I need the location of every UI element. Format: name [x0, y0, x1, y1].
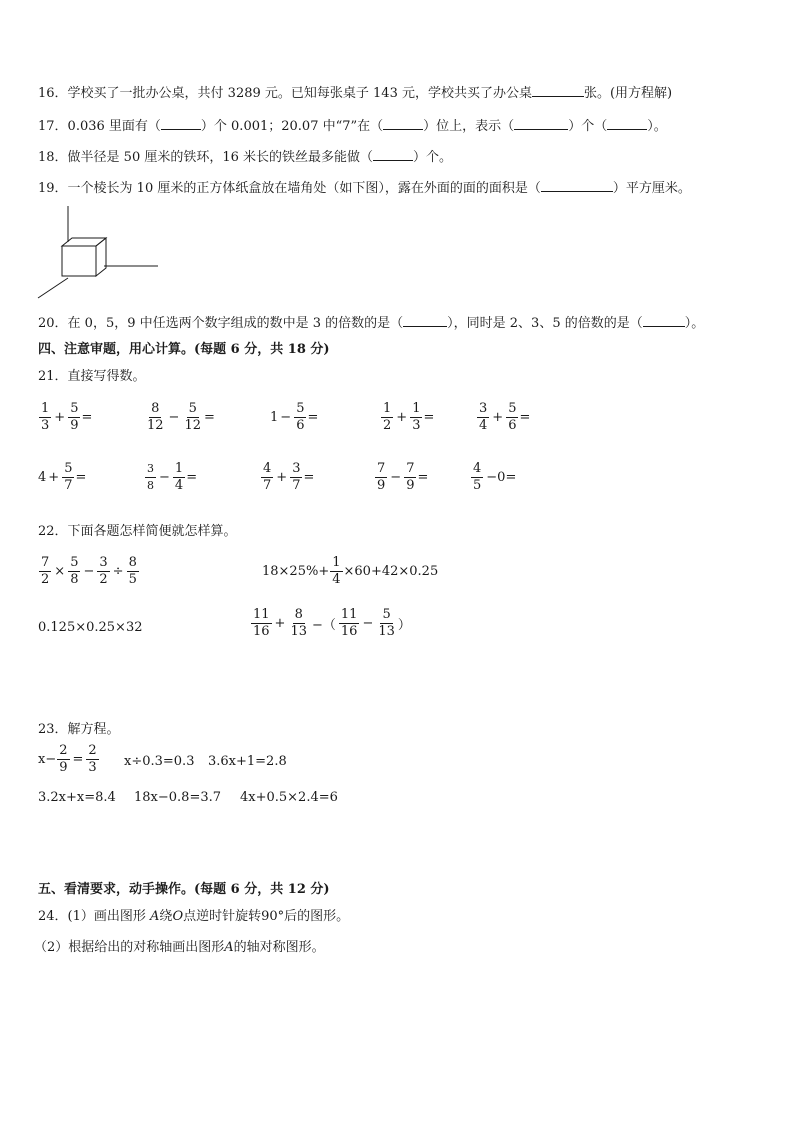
question-20	[38, 312, 704, 331]
floor-edge-diagonal	[38, 278, 68, 298]
q21-item-5: $\frac{3}{4}$ + $\frac{5}{6}$ =	[479, 401, 531, 433]
q17-text-e: ）。	[647, 119, 667, 134]
cube-corner-figure	[30, 200, 170, 304]
fraction: $\frac{8}{5}$	[128, 555, 137, 587]
section-5-title: 五、看清要求，动手操作。(每题 6 分，共 12 分)	[38, 882, 330, 897]
fraction: $\frac{7}{9}$	[406, 461, 415, 493]
q18-text-a: 18．做半径是 50 厘米的铁环，16 米长的铁丝最多能做（	[38, 150, 374, 165]
q23-equation-6: 4x+0.5×2.4=6	[240, 790, 338, 805]
q17-text-d: ）个（	[568, 119, 608, 134]
fraction: $\frac{5}{6}$	[508, 401, 517, 433]
question-16	[38, 82, 672, 101]
q19-blank[interactable]	[541, 179, 613, 192]
q22-title: 22．下面各题怎样简便就怎样算。	[38, 524, 237, 539]
fraction: $\frac{5}{6}$	[296, 401, 305, 433]
question-17	[38, 115, 667, 134]
q24-part-2: （2）根据给出的对称轴画出图形A的轴对称图形。	[34, 940, 325, 955]
q20-blank-2[interactable]	[643, 314, 685, 327]
question-18	[38, 146, 452, 165]
q17-blank-1[interactable]	[161, 117, 201, 130]
q23-equation-5: 18x−0.8=3.7	[134, 790, 222, 805]
q21-item-6: 4 + $\frac{5}{7}$ =	[38, 461, 87, 493]
q22-expr-4: $\frac{11}{16}$ + $\frac{8}{13}$ −（ $\frac{11}{16}$ − $\frac{5}{13}$ ）	[253, 607, 411, 639]
q17-blank-4[interactable]	[607, 117, 647, 130]
fraction: $\frac{7}{9}$	[377, 461, 386, 493]
cube-top-face	[62, 238, 106, 246]
fraction: $\frac{1}{3}$	[412, 401, 421, 433]
fraction: $\frac{5}{9}$	[70, 401, 79, 433]
fraction: $\frac{1}{3}$	[41, 401, 50, 433]
fraction: $\frac{7}{2}$	[41, 555, 50, 587]
q22-expr-3: 0.125×0.25×32	[38, 620, 143, 635]
fraction: $\frac{4}{5}$	[473, 461, 482, 493]
q23-equation-4: 3.2x+x=8.4	[38, 790, 116, 805]
fraction: $\frac{5}{13}$	[378, 607, 395, 639]
fraction: $\frac{3}{8}$	[147, 462, 154, 492]
q23-equation-2: x÷0.3=0.3	[124, 754, 195, 769]
q21-item-8: $\frac{4}{7}$ + $\frac{3}{7}$ =	[263, 461, 315, 493]
section-4-title: 四、注意审题，用心计算。(每题 6 分，共 18 分)	[38, 342, 330, 357]
fraction: $\frac{11}{16}$	[340, 607, 358, 639]
q20-text-a: 20．在 0，5，9 中任选两个数字组成的数中是 3 的倍数的是（	[38, 316, 404, 331]
fraction: $\frac{1}{4}$	[174, 461, 184, 493]
fraction: $\frac{8}{13}$	[290, 607, 307, 639]
fraction: $\frac{3}{4}$	[479, 401, 488, 433]
q16-text: 16．学校买了一批办公桌，共付 3289 元。已知每张桌子 143 元，学校共买了办公桌	[38, 86, 532, 101]
q21-item-7: $\frac{3}{8}$ − $\frac{1}{4}$ =	[147, 461, 198, 493]
q21-item-10: $\frac{4}{5}$ −0=	[473, 461, 517, 493]
q20-text-b: ），同时是 2、3、5 的倍数的是（	[447, 316, 643, 331]
q16-answer-blank[interactable]	[532, 84, 584, 97]
q23-equation-1: x− $\frac{2}{9}$ = $\frac{2}{3}$	[38, 743, 97, 775]
q21-item-3: 1 − $\frac{5}{6}$ =	[270, 401, 319, 433]
question-19	[38, 177, 691, 196]
q18-text-b: ）个。	[413, 150, 453, 165]
fraction: $\frac{4}{7}$	[263, 461, 272, 493]
fraction: $\frac{2}{9}$	[59, 743, 68, 775]
q17-text-c: ）位上，表示（	[423, 119, 515, 134]
fraction: $\frac{5}{7}$	[64, 461, 73, 493]
q18-blank[interactable]	[373, 148, 413, 161]
fraction: $\frac{1}{4}$	[332, 555, 341, 587]
q16-text-end: 张。(用方程解)	[583, 86, 673, 101]
fraction: $\frac{2}{3}$	[88, 743, 97, 775]
q19-text-b: ）平方厘米。	[612, 181, 691, 196]
fraction: $\frac{5}{8}$	[70, 555, 79, 587]
q17-text-a: 17．0.036 里面有（	[38, 119, 161, 134]
q24-part-1: 24．(1）画出图形 A绕O点逆时针旋转90°后的图形。	[38, 909, 350, 924]
q17-text-b: ）个 0.001；20.07 中“7”在（	[200, 119, 384, 134]
q21-item-9: $\frac{7}{9}$ − $\frac{7}{9}$ =	[377, 461, 429, 493]
fraction: $\frac{11}{16}$	[253, 607, 270, 639]
q19-text-a: 19．一个棱长为 10 厘米的正方体纸盒放在墙角处（如下图），露在外面的面的面积是（	[38, 181, 541, 196]
q21-item-1: $\frac{1}{3}$ + $\frac{5}{9}$ =	[41, 401, 93, 433]
q22-expr-2: 18×25%+ $\frac{1}{4}$ ×60+42×0.25	[262, 555, 439, 587]
fraction: $\frac{5}{12}$	[184, 401, 201, 433]
q21-title: 21．直接写得数。	[38, 369, 146, 384]
q23-title: 23．解方程。	[38, 722, 120, 737]
q22-expr-1: $\frac{7}{2}$ × $\frac{5}{8}$ − $\frac{3}{2}$ ÷ $\frac{8}{5}$	[41, 555, 137, 587]
cube-side-face	[96, 238, 106, 276]
q21-item-4: $\frac{1}{2}$ + $\frac{1}{3}$ =	[383, 401, 435, 433]
fraction: $\frac{3}{7}$	[292, 461, 301, 493]
cube-front-face	[62, 246, 96, 276]
fraction: $\frac{8}{12}$	[147, 401, 164, 433]
q20-text-c: ）。	[684, 316, 705, 331]
q17-blank-2[interactable]	[383, 117, 423, 130]
fraction: $\frac{1}{2}$	[383, 401, 392, 433]
q17-blank-3[interactable]	[514, 117, 568, 130]
q20-blank-1[interactable]	[403, 314, 447, 327]
fraction: $\frac{3}{2}$	[99, 555, 108, 587]
q21-item-2: $\frac{8}{12}$ − $\frac{5}{12}$ =	[147, 401, 215, 433]
q23-equation-3: 3.6x+1=2.8	[208, 754, 287, 769]
